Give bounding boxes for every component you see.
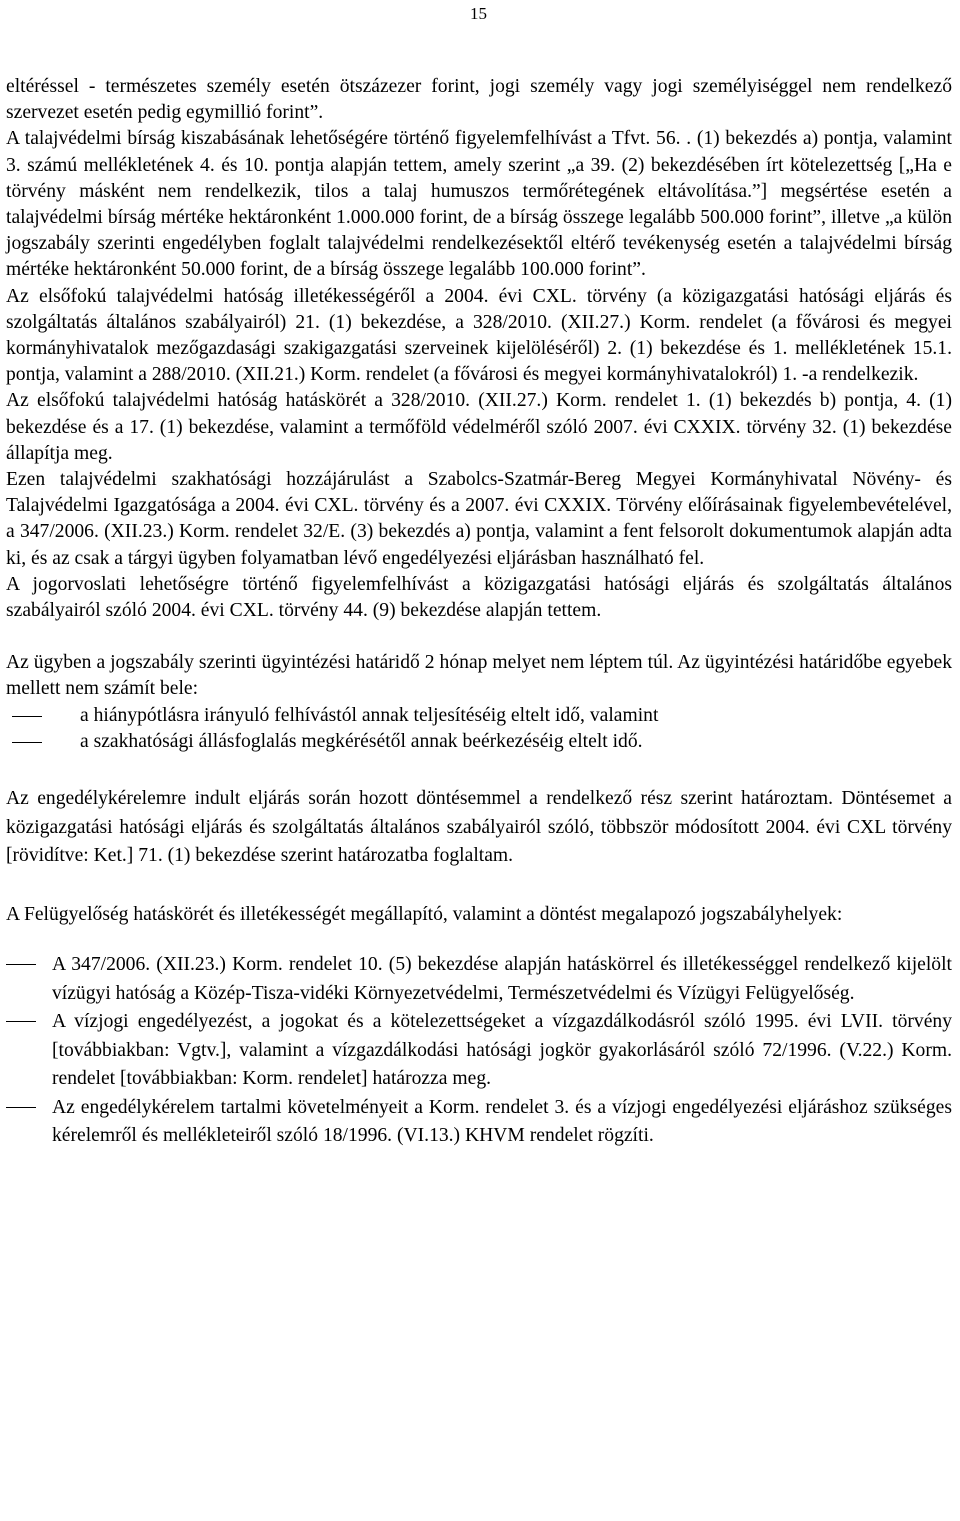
spacer [6, 871, 952, 901]
deadline-list [6, 703, 952, 755]
paragraph: Ezen talajvédelmi szakhatósági hozzájárulást a Szabolcs-Szatmár-Bereg Megyei Kormányhivatal Növény- és Talajvédelmi Igazgatósága a 2004. évi CXL. törvény és a 2007. évi CXXIX. Törvény előírásainak figyelembevételével, a 347/2006. (XII.23.) Korm. rendelet 32/E. (3) bekezdés a) pontja, valamint a fent felsorolt dokumentumok alapján adta ki, és az csak a tárgyi ügyben folyamatban lévő engedélyezési eljárásban használható fel. [6, 469, 952, 569]
deadline-intro: Az ügyben a jogszabály szerinti ügyintézési határidő 2 hónap melyet nem léptem túl. Az ügyintézési határidőbe egyebek mellett nem számít bele: [6, 652, 952, 700]
basis-intro: A Felügyelőség hatáskörét és illetékességét megállapító, valamint a döntést megalapozó jogszabályhelyek: [6, 903, 843, 925]
decision-paragraph: Az engedélykérelemre indult eljárás során hozott döntésemmel a rendelkező rész szerint határoztam. Döntésemet a közigazgatási hatósági eljárás és szolgáltatás általános szabályairól szóló, többször módosított 2004. évi CXL törvény [rövidítve: Ket.] 71. (1) bekezdése szerint határozatba foglaltam. [6, 788, 952, 867]
list-item: Az engedélykérelem tartalmi követelményeit a Korm. rendelet 3. és a vízjogi engedélyezési eljáráshoz szükséges kérelemről és mellékleteiről szóló 18/1996. (VI.13.) KHVM rendelet rögzíti. [6, 1094, 952, 1151]
list-item: a hiánypótlásra irányuló felhívástól annak teljesítéséig eltelt idő, valamint [6, 703, 952, 729]
paragraph: eltéréssel - természetes személy esetén ötszázezer forint, jogi személy vagy jogi személyiséggel nem rendelkező szervezet esetén pedig egymillió forint”. [6, 76, 952, 124]
list-item: a szakhatósági állásfoglalás megkérésétől annak beérkezéséig eltelt idő. [6, 729, 952, 755]
document-body [6, 74, 952, 1151]
spacer [6, 624, 952, 650]
list-item: A 347/2006. (XII.23.) Korm. rendelet 10. (5) bekezdése alapján hatáskörrel és illetékességgel rendelkező kijelölt vízügyi hatóság a Közép-Tisza-vidéki Környezetvédelmi, Természetvédelmi és Vízügyi Felügyelőség. [6, 951, 952, 1008]
dash-bullet-icon [6, 964, 36, 965]
paragraph: A jogorvoslati lehetőségre történő figyelemfelhívást a közigazgatási hatósági eljárás és szolgáltatás általános szabályairól szóló 2004. évi CXL. törvény 44. (9) bekezdése alapján tettem. [6, 573, 952, 622]
dash-bullet-icon [6, 1107, 36, 1108]
list-item: A vízjogi engedélyezést, a jogokat és a kötelezettségeket a vízgazdálkodásról szóló 1995. évi LVII. törvény [továbbiakban: Vgtv.], valamint a vízgazdálkodási hatósági jogkör gyakorlásáról szóló 72/1996. (V.22.) Korm. rendelet [továbbiakban: Korm. rendelet] határozza meg. [6, 1008, 952, 1094]
dash-bullet-icon [6, 1021, 36, 1022]
paragraph: Az elsőfokú talajvédelmi hatóság hatáskörét a 328/2010. (XII.27.) Korm. rendelet 1. (1) bekezdés b) pontja, 4. (1) bekezdése és a 17. (1) bekezdése, valamint a termőföld védelméről szóló 2007. évi CXXIX. törvény 32. (1) bekezdése állapítja meg. [6, 390, 952, 464]
basis-list [6, 951, 952, 1151]
dash-bullet-icon [12, 742, 42, 743]
dash-bullet-icon [12, 716, 42, 717]
spacer [6, 755, 952, 785]
spacer [6, 929, 952, 951]
page-number: 15 [470, 4, 487, 23]
paragraph: A talajvédelmi bírság kiszabásának lehetőségére történő figyelemfelhívást a Tfvt. 56. . (1) bekezdés a) pontja, valamint 3. számú mellékletének 4. és 10. pontja alapján tettem, amely szerint „a 39. (2) bekezdésében írt kötelezettség [„Ha e törvény másként nem rendelkezik, tilos a talaj humuszos termőrétegének eltávolítása.”] megsértése esetén a talajvédelmi bírság mértéke hektáronként 1.000.000 forint, de a bírság összege legalább 500.000 forint”, illetve „a külön jogszabály szerinti engedélyben foglalt talajvédelmi rendelkezésektől eltérő tevékenység esetén a talajvédelmi bírság mértéke hektáronként 50.000 forint, de a bírság összege legalább 100.000 forint”. [6, 128, 952, 281]
paragraph: Az elsőfokú talajvédelmi hatóság illetékességéről a 2004. évi CXL. törvény (a közigazgatási hatósági eljárás és szolgáltatás általános szabályairól) 21. (1) bekezdése, a 328/2010. (XII.27.) Korm. rendelet (a fővárosi és megyei kormányhivatalok mezőgazdasági szakigazgatási szerveinek kijelöléséről) 2. (1) bekezdése és 1. mellékletének 15.1. pontja, valamint a 288/2010. (XII.21.) Korm. rendelet (a fővárosi és megyei kormányhivatalokról) 1. -a rendelkezik. [6, 285, 952, 386]
